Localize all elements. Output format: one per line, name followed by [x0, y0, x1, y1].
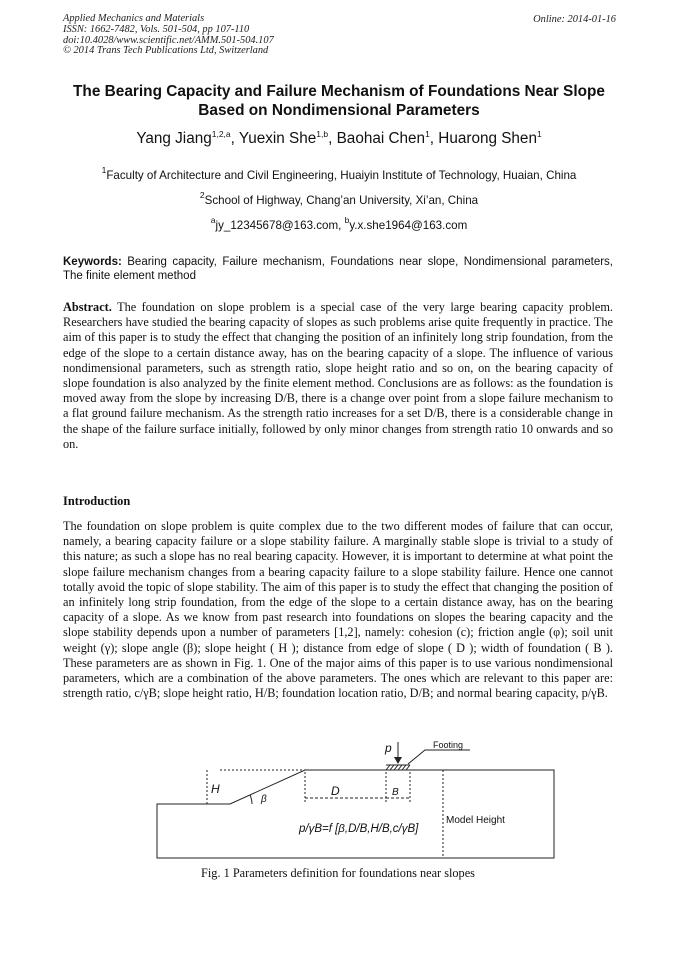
affiliation-sup: 2 — [199, 190, 205, 200]
author-sup: 1,b — [316, 129, 329, 139]
abstract-label: Abstract. — [63, 300, 112, 314]
author-sup: 1 — [536, 129, 542, 139]
introduction-heading: Introduction — [63, 494, 131, 508]
paper-title: The Bearing Capacity and Failure Mechanism of Foundations Near Slope Based on Nondimensional Parameters — [73, 83, 605, 119]
label-model-height: Model Height — [446, 815, 505, 826]
affiliation-sup: 1 — [101, 165, 107, 175]
email-sup: b — [344, 215, 350, 225]
footing-hatch — [390, 765, 394, 770]
abstract-text: The foundation on slope problem is a special case of the very large bearing capacity problem. Researchers have studied the bearing capacity of slopes as such problems arise quite frequently in practice. The aim of this paper is to study the effect that changing the position of an infinitely long strip foundation, from the edge of the slope to a certain distance away, has on the bearing capacity of a slope. The influence of various nondimensional parameters, such as strength ratio, slope height ratio and so on, on the bearing capacity of slope foundation is also analyzed by the finite element method. Conclusions are as follows: as the foundation is moved away from the slope by increasing D/B, there is a change over point from a slope failure mechanism to a flat ground failure mechanism. As the strength ratio increases for a set D/B, there is a considerable change in the shape of the failure surface initially, followed by only minor changes from strength ratio 10 onwards and so on. — [63, 300, 613, 451]
author-sup: 1,2,a — [211, 129, 231, 139]
doi-line: doi:10.4028/www.scientific.net/AMM.501-504.107 — [63, 34, 274, 46]
model-boundary — [157, 770, 554, 858]
author-name: Yuexin She — [238, 130, 317, 147]
author-list — [40, 129, 638, 149]
journal-header — [63, 14, 274, 57]
journal-name: Applied Mechanics and Materials — [63, 13, 205, 24]
label-B: B — [392, 787, 399, 798]
affiliation-2 — [40, 190, 638, 208]
label-footing: Footing — [433, 740, 464, 750]
author-sep: , — [429, 130, 439, 147]
author-sep: , — [230, 130, 239, 147]
figure-formula: p/γB=f [β,D/B,H/B,c/γB] — [299, 823, 419, 835]
author-name: Huarong Shen — [438, 130, 537, 147]
footing-hatch — [394, 765, 398, 770]
footing-hatch — [402, 765, 406, 770]
affiliation-text: School of Highway, Chang’an University, Xi’an, China — [204, 194, 479, 207]
slope-angle-arc — [250, 795, 252, 804]
issn-line: ISSN: 1662-7482, Vols. 501-504, pp 107-110 — [63, 23, 250, 35]
email-sup: a — [210, 215, 216, 225]
label-beta: β — [261, 794, 267, 805]
email-b-link[interactable]: y.x.she1964@163.com — [349, 219, 468, 232]
footing-hatch — [398, 765, 402, 770]
author-name: Baohai Chen — [336, 130, 426, 147]
email-line — [40, 215, 638, 233]
introduction-text: The foundation on slope problem is quite complex due to the two different modes of failure that can occur, namely, a bearing capacity failure or a slope stability failure. A marginally stable slope is trivial to a study of this nature; as such a slope has no real bearing capacity. However, it is important to determine at what point the slope failure mechanism changes from a bearing capacity failure to a slope stability failure. Hence one cannot totally avoid the topic of slope stability. The aim of this paper is to study the effect that changing the position of an infinitely long strip foundation, from the edge of the slope to a certain distance away, has on the bearing capacity of a slope. As we know from past research into foundations on slopes the bearing capacity and the slope stability depends upon a number of parameters [1,2], namely: cohesion (c); friction angle (φ); soil unit weight (γ); slope angle (β); slope height ( H ); distance from edge of slope ( D ); width of foundation ( B ). These parameters are as shown in Fig. 1. One of the major aims of this paper is to use various nondimensional parameters, which are a combination of the above parameters. The ones which are relevant to this paper are: strength ratio, c/γB; slope height ratio, H/B; foundation location ratio, D/B; and normal bearing capacity, p/γB. — [63, 519, 613, 701]
keywords — [63, 255, 613, 283]
author-sup: 1 — [425, 129, 430, 139]
author-name: Yang Jiang — [136, 130, 212, 147]
keywords-label: Keywords: — [63, 256, 122, 268]
keywords-text: Bearing capacity, Failure mechanism, Foundations near slope, Nondimensional parameters, The finite element method — [63, 256, 613, 282]
affiliation-1 — [40, 165, 638, 183]
online-date: Online: 2014-01-16 — [533, 14, 616, 25]
footing-leader — [408, 750, 470, 764]
footing-hatch — [386, 765, 390, 770]
label-H: H — [211, 782, 220, 796]
figure-caption: Fig. 1 Parameters definition for foundations near slopes — [201, 866, 475, 880]
label-p: p — [385, 741, 392, 755]
email-a-link[interactable]: jy_12345678@163.com, — [215, 219, 345, 232]
abstract — [63, 300, 613, 452]
load-arrow-head — [394, 757, 402, 764]
footing-hatch — [406, 765, 410, 770]
author-sep: , — [328, 130, 337, 147]
label-D: D — [331, 784, 340, 798]
copyright-line: © 2014 Trans Tech Publications Ltd, Switzerland — [63, 45, 269, 57]
affiliation-text: Faculty of Architecture and Civil Engineering, Huaiyin Institute of Technology, Huaian, China — [106, 169, 577, 182]
